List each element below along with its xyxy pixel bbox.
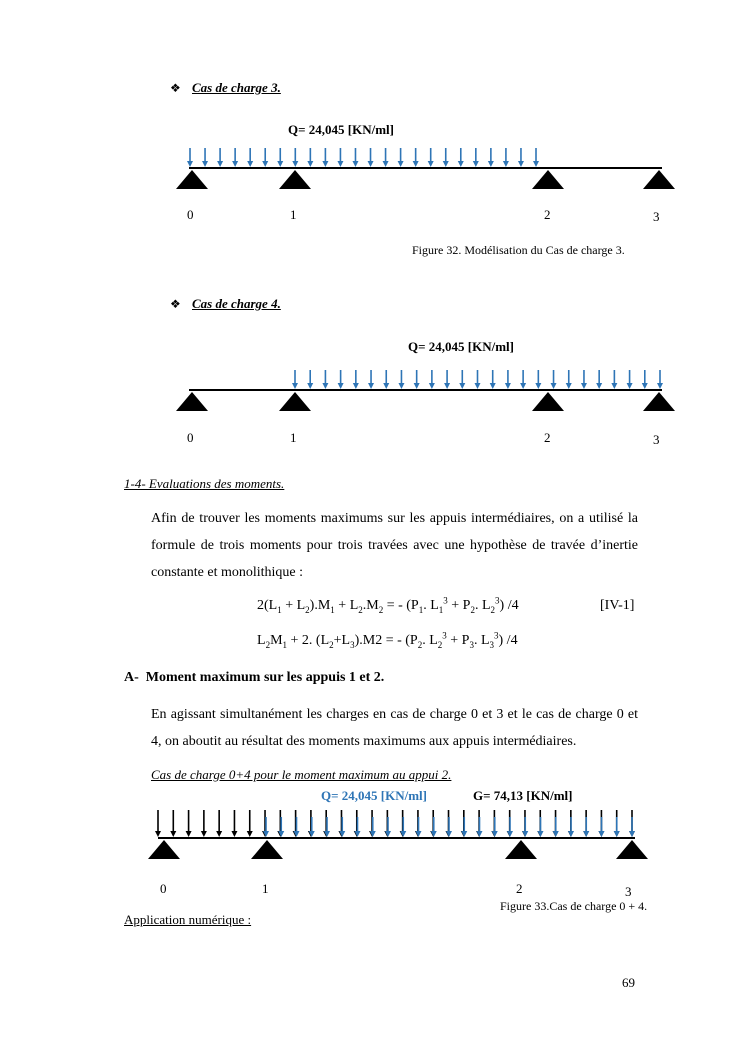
load-arrow bbox=[232, 148, 238, 167]
load-arrow bbox=[443, 148, 449, 167]
subsection-heading: A- Moment maximum sur les appuis 1 et 2. bbox=[124, 670, 385, 685]
load-arrow bbox=[551, 370, 557, 389]
load-arrow bbox=[353, 370, 359, 389]
load-arrow bbox=[428, 148, 434, 167]
diamond-bullet-icon: ❖ bbox=[170, 81, 181, 95]
case3-support-label-3: 3 bbox=[653, 209, 660, 224]
support-triangle-1 bbox=[251, 840, 283, 859]
subsection-paragraph: En agissant simultanément les charges en cas de charge 0 et 3 et le cas de charge 0 et 4, on aboutit au résultat des moments maximums aux appuis intermédiaires. bbox=[151, 707, 638, 749]
load-arrow bbox=[611, 370, 617, 389]
live-load-arrow bbox=[461, 817, 467, 837]
live-load-arrow bbox=[522, 817, 528, 837]
case04-support-label-0: 0 bbox=[160, 881, 167, 896]
live-load-arrow bbox=[507, 817, 513, 837]
section-heading: 1-4- Evaluations des moments. bbox=[124, 476, 285, 491]
load-arrow bbox=[368, 370, 374, 389]
live-load-arrow bbox=[431, 817, 437, 837]
case04-q-label: Q= 24,045 [KN/ml] bbox=[321, 788, 427, 803]
live-load-arrow bbox=[629, 817, 635, 837]
support-triangle-2 bbox=[505, 840, 537, 859]
case04-support-label-1: 1 bbox=[262, 881, 269, 896]
live-load-arrow bbox=[599, 817, 605, 837]
support-triangle-2 bbox=[532, 392, 564, 411]
load-arrow bbox=[473, 148, 479, 167]
load-arrow bbox=[398, 370, 404, 389]
case4-support-label-2: 2 bbox=[544, 430, 551, 445]
load-arrow bbox=[459, 370, 465, 389]
load-arrow bbox=[413, 148, 419, 167]
case4-load-label: Q= 24,045 [KN/ml] bbox=[408, 339, 514, 354]
load-arrow bbox=[277, 148, 283, 167]
load-arrow bbox=[262, 148, 268, 167]
load-arrow bbox=[307, 370, 313, 389]
permanent-load-arrow bbox=[186, 810, 192, 837]
load-arrow bbox=[657, 370, 663, 389]
case3-heading: Cas de charge 3. bbox=[192, 80, 281, 95]
figure-32-caption: Figure 32. Modélisation du Cas de charge 3. bbox=[412, 243, 625, 257]
case4-heading: Cas de charge 4. bbox=[192, 296, 281, 311]
load-arrow bbox=[444, 370, 450, 389]
permanent-load-arrow bbox=[201, 810, 207, 837]
load-arrow bbox=[505, 370, 511, 389]
case3-beam-diagram bbox=[0, 140, 745, 220]
page-number: 69 bbox=[622, 975, 635, 990]
load-arrow bbox=[429, 370, 435, 389]
permanent-load-arrow bbox=[247, 810, 253, 837]
support-triangle-0 bbox=[176, 170, 208, 189]
load-arrow bbox=[307, 148, 313, 167]
case4-support-label-3: 3 bbox=[653, 432, 660, 447]
load-arrow bbox=[642, 370, 648, 389]
application-label: Application numérique : bbox=[124, 912, 252, 927]
case4-beam-diagram bbox=[0, 362, 745, 442]
load-arrow bbox=[368, 148, 374, 167]
case4-support-label-0: 0 bbox=[187, 430, 194, 445]
load-arrow bbox=[338, 370, 344, 389]
support-triangle-2 bbox=[532, 170, 564, 189]
live-load-arrow bbox=[583, 817, 589, 837]
support-triangle-3 bbox=[643, 392, 675, 411]
load-arrow bbox=[247, 148, 253, 167]
load-arrow bbox=[398, 148, 404, 167]
live-load-arrow bbox=[416, 817, 422, 837]
diamond-bullet-icon: ❖ bbox=[170, 297, 181, 311]
load-arrow bbox=[627, 370, 633, 389]
load-arrow bbox=[518, 148, 524, 167]
load-arrow bbox=[458, 148, 464, 167]
load-arrow bbox=[383, 148, 389, 167]
case3-support-label-1: 1 bbox=[290, 207, 297, 222]
permanent-load-arrow bbox=[231, 810, 237, 837]
permanent-load-arrow bbox=[155, 810, 161, 837]
load-arrow bbox=[581, 370, 587, 389]
live-load-arrow bbox=[614, 817, 620, 837]
load-arrow bbox=[383, 370, 389, 389]
load-arrow bbox=[596, 370, 602, 389]
load-arrow bbox=[322, 370, 328, 389]
support-triangle-0 bbox=[176, 392, 208, 411]
case04-support-label-3: 3 bbox=[625, 884, 632, 899]
equation-1: $2(L_1 + L_2).M_1 + L_2.M_2$ = - ($P_1$. $L_1^3 + P_2$. $L_2^3$) /4 bbox=[257, 595, 519, 615]
equation-reference: [IV-1] bbox=[600, 598, 635, 613]
load-arrow bbox=[414, 370, 420, 389]
permanent-load-arrow bbox=[216, 810, 222, 837]
load-arrow bbox=[337, 148, 343, 167]
case04-beam-diagram bbox=[0, 805, 745, 885]
load-arrow bbox=[292, 370, 298, 389]
permanent-load-arrow bbox=[170, 810, 176, 837]
live-load-arrow bbox=[477, 817, 483, 837]
live-load-arrow bbox=[568, 817, 574, 837]
live-load-arrow bbox=[492, 817, 498, 837]
load-arrow bbox=[533, 148, 539, 167]
load-arrow bbox=[352, 148, 358, 167]
case04-g-label: G= 74,13 [KN/ml] bbox=[473, 788, 573, 803]
case4-support-label-1: 1 bbox=[290, 430, 297, 445]
load-arrow bbox=[535, 370, 541, 389]
section-paragraph: Afin de trouver les moments maximums sur les appuis intermédiaires, on a utilisé la formule de trois moments pour trois travées avec une hypothèse de travée d’inertie constante et monolithique : bbox=[151, 511, 638, 580]
case3-load-label: Q= 24,045 [KN/ml] bbox=[288, 122, 394, 137]
figure-33-caption: Figure 33.Cas de charge 0 + 4. bbox=[500, 899, 648, 913]
support-triangle-0 bbox=[148, 840, 180, 859]
support-triangle-3 bbox=[616, 840, 648, 859]
load-arrow bbox=[475, 370, 481, 389]
load-arrow bbox=[202, 148, 208, 167]
load-arrow bbox=[217, 148, 223, 167]
load-arrow bbox=[490, 370, 496, 389]
case04-support-label-2: 2 bbox=[516, 881, 523, 896]
load-arrow bbox=[187, 148, 193, 167]
case3-support-label-0: 0 bbox=[187, 207, 194, 222]
load-arrow bbox=[292, 148, 298, 167]
live-load-arrow bbox=[553, 817, 559, 837]
load-arrow bbox=[520, 370, 526, 389]
load-arrow bbox=[322, 148, 328, 167]
case04-title: Cas de charge 0+4 pour le moment maximum au appui 2. bbox=[151, 767, 452, 782]
support-triangle-1 bbox=[279, 392, 311, 411]
live-load-arrow bbox=[446, 817, 452, 837]
live-load-arrow bbox=[538, 817, 544, 837]
load-arrow bbox=[488, 148, 494, 167]
load-arrow bbox=[503, 148, 509, 167]
equation-2: $L_2M_1 + 2$. $(L_2+L_3).M2$ = - ($P_2$. $L_2^3 + P_3$. $L_3^3$) /4 bbox=[257, 630, 518, 650]
support-triangle-3 bbox=[643, 170, 675, 189]
case3-support-label-2: 2 bbox=[544, 207, 551, 222]
support-triangle-1 bbox=[279, 170, 311, 189]
load-arrow bbox=[566, 370, 572, 389]
